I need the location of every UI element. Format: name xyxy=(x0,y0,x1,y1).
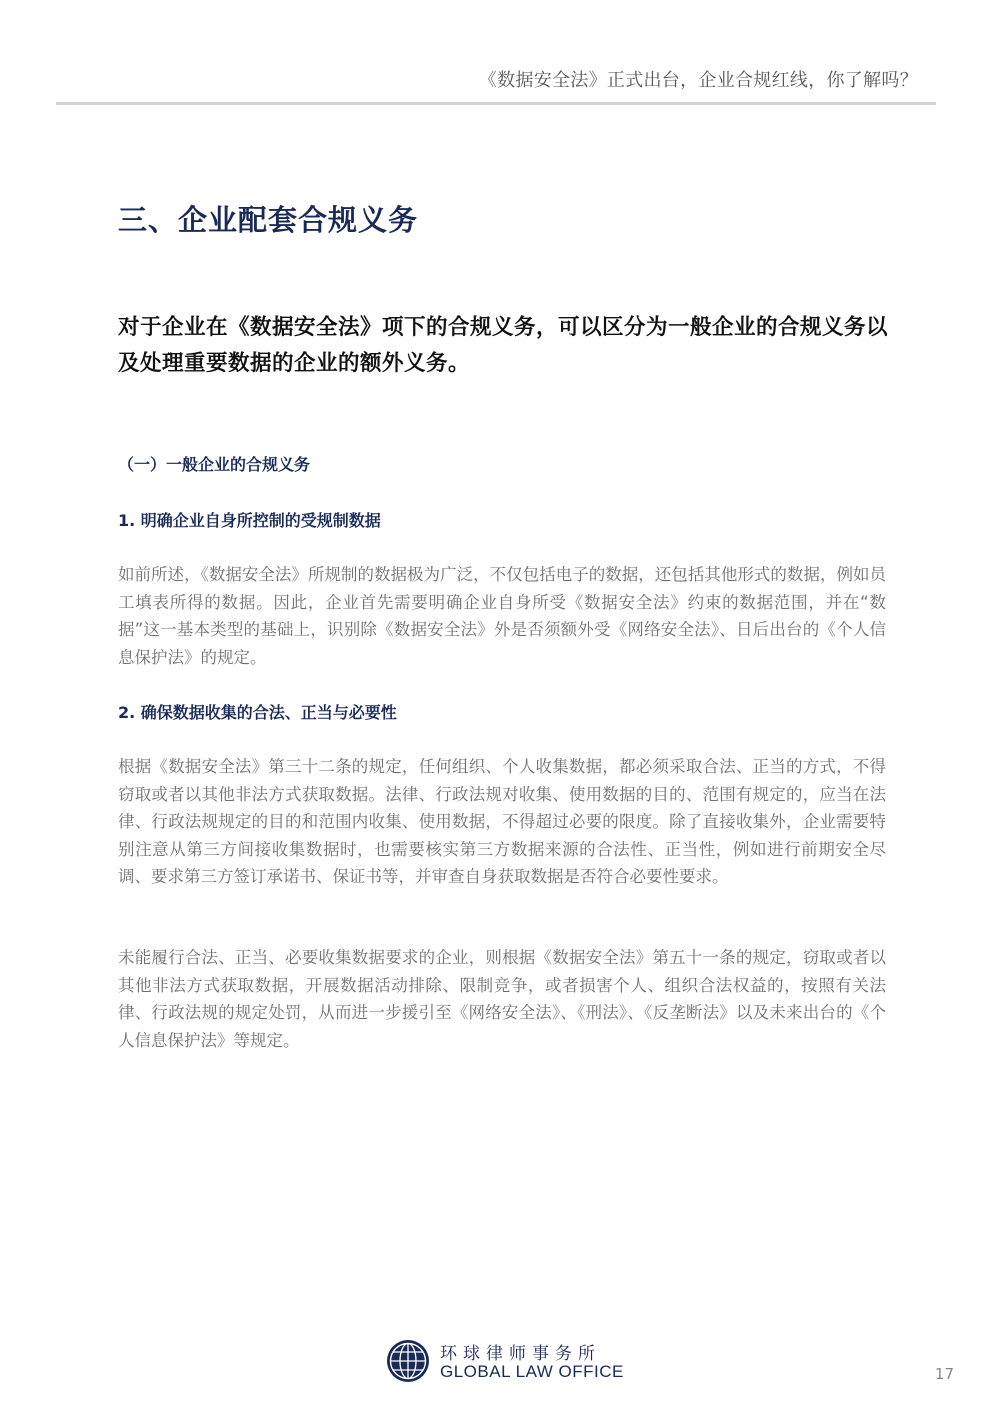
page-number: 17 xyxy=(934,1365,954,1383)
logo-english-name: GLOBAL LAW OFFICE xyxy=(440,1362,624,1381)
page-header xyxy=(56,64,936,105)
section-title: 三、企业配套合规义务 xyxy=(118,203,419,237)
item-title-2: 2. 确保数据收集的合法、正当与必要性 xyxy=(118,703,397,722)
body-paragraph-3: 未能履行合法、正当、必要收集数据要求的企业，则根据《数据安全法》第五十一条的规定，窃取或者以其他非法方式获取数据，开展数据活动排除、限制竞争，或者损害个人、组织合法权益的，按照有关法律、行政法规的规定处罚，从而进一步援引至《网络安全法》、《刑法》、《反垄断法》以及未来出台的《个人信息保护法》等规定。 xyxy=(118,948,886,1050)
item-title-1: 1. 明确企业自身所控制的受规制数据 xyxy=(118,511,381,530)
logo-chinese-name: 环球律师事务所 xyxy=(440,1344,601,1364)
section-intro: 对于企业在《数据安全法》项下的合规义务，可以区分为一般企业的合规义务以及处理重要数据的企业的额外义务。 xyxy=(118,315,889,376)
globe-icon xyxy=(386,1339,430,1383)
body-paragraph-2: 根据《数据安全法》第三十二条的规定，任何组织、个人收集数据，都必须采取合法、正当的方式，不得窃取或者以其他非法方式获取数据。法律、行政法规对收集、使用数据的目的、范围有规定的，应当在法律、行政法规规定的目的和范围内收集、使用数据，不得超过必要的限度。除了直接收集外，企业需要特别注意从第三方间接收集数据时，也需要核实第三方数据来源的合法性、正当性，例如进行前期安全尽调、要求第三方签订承诺书、保证书等，并审查自身获取数据是否符合必要性要求。 xyxy=(118,757,886,886)
subsection-title: （一）一般企业的合规义务 xyxy=(118,455,311,474)
running-title: 《数据安全法》正式出台，企业合规红线，你了解吗？ xyxy=(478,70,918,91)
body-paragraph-1: 如前所述，《数据安全法》所规制的数据极为广泛，不仅包括电子的数据，还包括其他形式的数据，例如员工填表所得的数据。因此，企业首先需要明确企业自身所受《数据安全法》约束的数据范围，并在“数据”这一基本类型的基础上，识别除《数据安全法》外是否须额外受《网络安全法》、日后出台的《个人信息保护法》的规定。 xyxy=(118,565,886,667)
firm-logo xyxy=(386,1337,646,1387)
